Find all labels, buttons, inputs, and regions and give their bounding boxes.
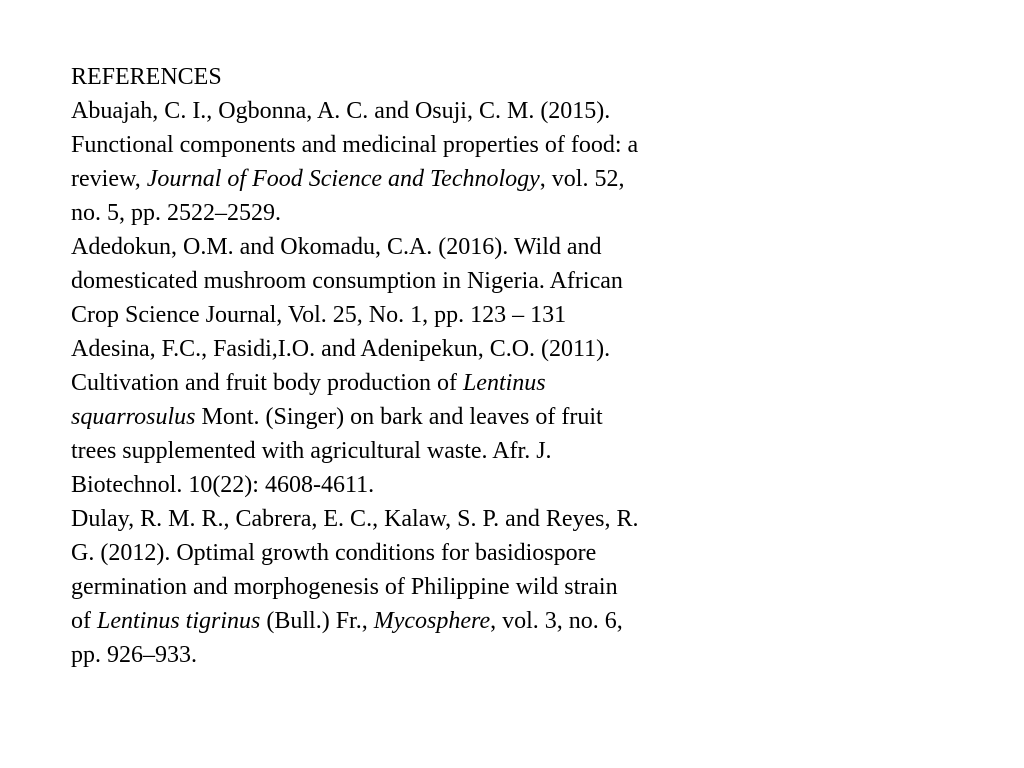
reference-text: no. 5, pp. 2522–2529.: [71, 200, 281, 226]
reference-italic-text: squarrosulus: [71, 404, 196, 430]
reference-text: Abuajah, C. I., Ogbonna, A. C. and Osuji, C. M. (2015).: [71, 98, 611, 124]
reference-text: of: [71, 608, 97, 634]
reference-text: domesticated mushroom consumption in Nigeria. African: [71, 268, 623, 294]
reference-italic-text: Lentinus: [462, 370, 546, 396]
reference-list: [71, 94, 771, 672]
reference-text: Dulay, R. M. R., Cabrera, E. C., Kalaw, S. P. and Reyes, R.: [71, 506, 639, 532]
reference-line: [71, 434, 771, 468]
reference-italic-text: Journal of Food Science and Technology: [146, 166, 540, 192]
reference-text: Biotechnol. 10(22): 4608-4611.: [71, 472, 375, 498]
reference-text: , vol. 52,: [539, 166, 625, 192]
reference-line: [71, 332, 771, 366]
reference-text: , vol. 3, no. 6,: [490, 608, 623, 634]
reference-entry: [71, 230, 771, 332]
reference-text: Functional components and medicinal properties of food: a: [71, 132, 639, 158]
reference-line: [71, 570, 771, 604]
reference-text: Crop Science Journal, Vol. 25, No. 1, pp. 123 – 131: [71, 302, 567, 328]
reference-line: [71, 94, 771, 128]
reference-text: review,: [71, 166, 147, 192]
reference-entry: [71, 502, 771, 672]
reference-text: Adedokun, O.M. and Okomadu, C.A. (2016). Wild and: [71, 234, 602, 260]
reference-line: [71, 366, 771, 400]
reference-text: G. (2012). Optimal growth conditions for basidiospore: [71, 540, 597, 566]
reference-italic-text: Mycosphere: [373, 608, 491, 634]
reference-text: pp. 926–933.: [71, 642, 197, 668]
reference-italic-text: Lentinus tigrinus: [97, 608, 261, 634]
reference-line: [71, 536, 771, 570]
reference-entry: [71, 332, 771, 502]
reference-text: germination and morphogenesis of Philippine wild strain: [71, 574, 618, 600]
reference-line: [71, 400, 771, 434]
reference-text: Adesina, F.C., Fasidi,I.O. and Adenipekun, C.O. (2011).: [71, 336, 611, 362]
references-heading: REFERENCES: [71, 64, 222, 90]
reference-line: [71, 604, 771, 638]
reference-text: Cultivation and fruit body production of: [71, 370, 463, 396]
reference-line: [71, 502, 771, 536]
reference-line: [71, 230, 771, 264]
reference-line: [71, 128, 771, 162]
reference-line: [71, 638, 771, 672]
reference-text: trees supplemented with agricultural waste. Afr. J.: [71, 438, 552, 464]
reference-line: [71, 162, 771, 196]
references-section: [71, 60, 771, 672]
reference-entry: [71, 94, 771, 230]
reference-line: [71, 468, 771, 502]
reference-line: [71, 298, 771, 332]
reference-text: (Bull.) Fr.,: [260, 608, 374, 634]
reference-text: Mont. (Singer) on bark and leaves of fruit: [195, 404, 603, 430]
reference-line: [71, 196, 771, 230]
reference-line: [71, 264, 771, 298]
